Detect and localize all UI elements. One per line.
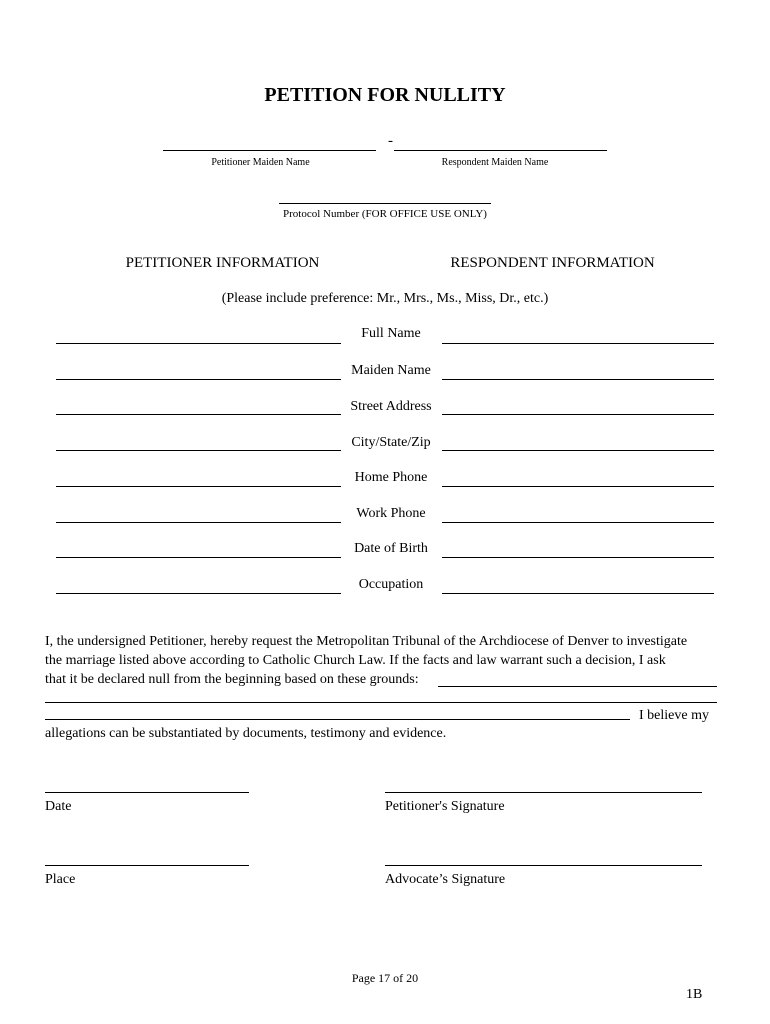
statement-line-3: that it be declared null from the beginning based on these grounds:	[45, 672, 419, 687]
respondent-city-state-zip-field[interactable]	[442, 450, 714, 451]
respondent-full-name-field[interactable]	[442, 343, 714, 344]
petitioner-occupation-field[interactable]	[56, 593, 341, 594]
full-name-label: Full Name	[361, 326, 421, 341]
advocate-signature-field[interactable]	[385, 865, 702, 866]
petitioner-signature-field[interactable]	[385, 792, 702, 793]
petitioner-full-name-field[interactable]	[56, 343, 341, 344]
advocate-signature-label: Advocate’s Signature	[385, 872, 506, 887]
statement-believe: I believe my	[639, 708, 709, 723]
statement-line-2: the marriage listed above according to Catholic Church Law. If the facts and law warrant such a decision, I ask	[45, 653, 666, 668]
respondent-occupation-field[interactable]	[442, 593, 714, 594]
petitioner-street-address-field[interactable]	[56, 414, 341, 415]
respondent-maiden-name-label: Respondent Maiden Name	[441, 157, 549, 168]
grounds-field-3[interactable]	[45, 719, 630, 720]
grounds-field-2[interactable]	[45, 702, 717, 703]
page-title: PETITION FOR NULLITY	[264, 84, 506, 106]
date-field[interactable]	[45, 792, 249, 793]
place-field[interactable]	[45, 865, 249, 866]
name-separator-dash: -	[388, 133, 393, 149]
protocol-number-label: Protocol Number (FOR OFFICE USE ONLY)	[283, 208, 487, 220]
work-phone-label: Work Phone	[356, 506, 426, 521]
occupation-label: Occupation	[358, 577, 424, 592]
page-number: Page 17 of 20	[351, 971, 419, 985]
form-code: 1B	[686, 987, 703, 1002]
petitioner-work-phone-field[interactable]	[56, 522, 341, 523]
petitioner-maiden-name-field[interactable]	[163, 150, 376, 151]
street-address-label: Street Address	[350, 399, 432, 414]
respondent-date-of-birth-field[interactable]	[442, 557, 714, 558]
statement-line-1: I, the undersigned Petitioner, hereby request the Metropolitan Tribunal of the Archdiocese of Denver to investigate	[45, 634, 688, 649]
grounds-field-1[interactable]	[438, 686, 717, 687]
city-state-zip-label: City/State/Zip	[351, 435, 431, 450]
petitioner-home-phone-field[interactable]	[56, 486, 341, 487]
respondent-street-address-field[interactable]	[442, 414, 714, 415]
respondent-information-heading: RESPONDENT INFORMATION	[450, 255, 655, 271]
place-label: Place	[45, 872, 76, 887]
petitioner-date-of-birth-field[interactable]	[56, 557, 341, 558]
home-phone-label: Home Phone	[354, 470, 428, 485]
statement-line-6: allegations can be substantiated by documents, testimony and evidence.	[45, 726, 447, 741]
preference-note: (Please include preference: Mr., Mrs., Ms., Miss, Dr., etc.)	[221, 291, 549, 306]
date-of-birth-label: Date of Birth	[354, 541, 428, 556]
petitioner-city-state-zip-field[interactable]	[56, 450, 341, 451]
date-label: Date	[45, 799, 72, 814]
respondent-maiden-name-field[interactable]	[394, 150, 607, 151]
protocol-number-field[interactable]	[279, 203, 491, 204]
maiden-name-label: Maiden Name	[351, 363, 431, 378]
petitioner-information-heading: PETITIONER INFORMATION	[125, 255, 320, 271]
petitioner-maiden-name-label: Petitioner Maiden Name	[211, 157, 310, 168]
respondent-maiden-name-row-field[interactable]	[442, 379, 714, 380]
respondent-home-phone-field[interactable]	[442, 486, 714, 487]
respondent-work-phone-field[interactable]	[442, 522, 714, 523]
petitioner-maiden-name-row-field[interactable]	[56, 379, 341, 380]
petitioner-signature-label: Petitioner's Signature	[385, 799, 505, 814]
